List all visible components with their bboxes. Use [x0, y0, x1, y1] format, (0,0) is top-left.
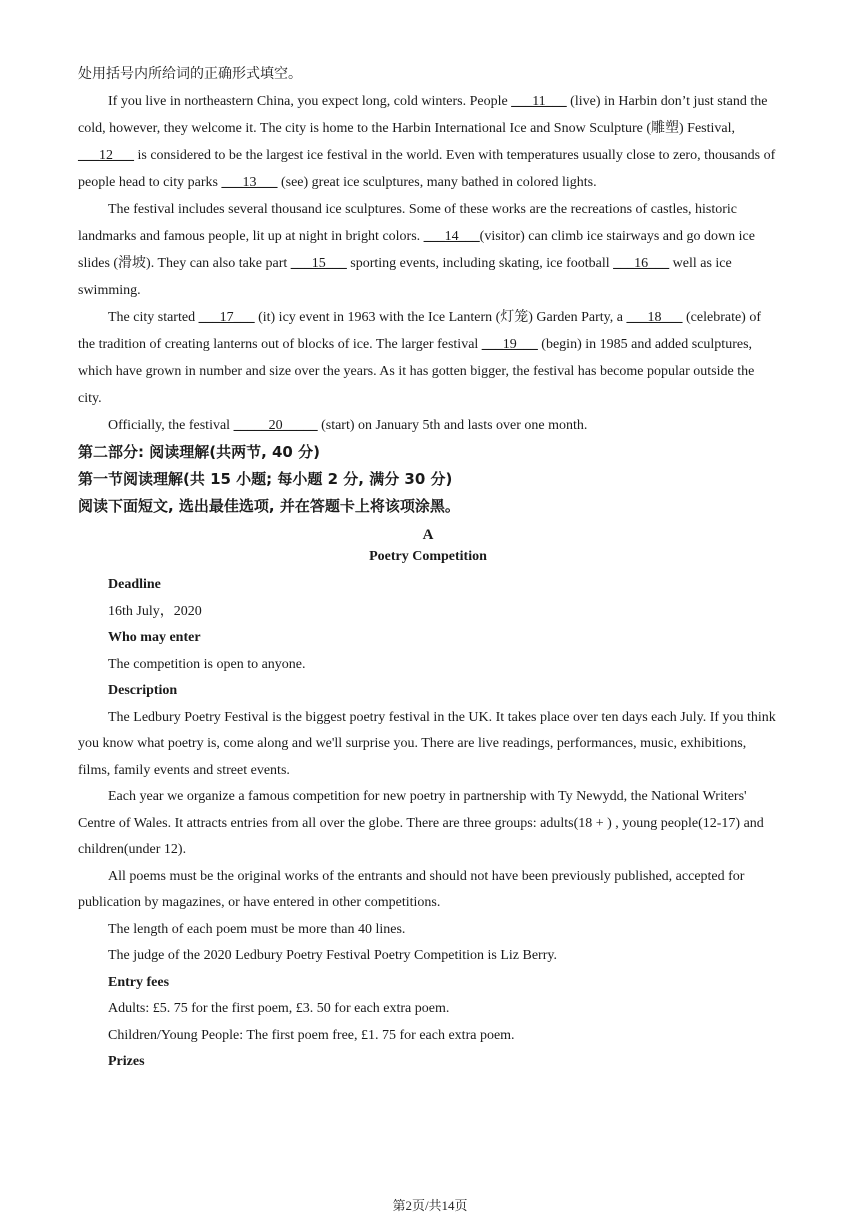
blank-11: ___11___: [511, 94, 567, 109]
part2-heading: 第二部分: 阅读理解(共两节, 40 分): [78, 443, 320, 461]
cloze-text: (it) icy event in 1963 with the Ice Lantern (灯笼) Garden Party, a: [254, 310, 627, 325]
description-paragraph-1: The Ledbury Poetry Festival is the biggest poetry festival in the UK. It takes place over ten days each July. If you think you know what poetry is, come along and we'll surprise you. There are live readings, performances, music, exhibitions, films, family events and street events.: [78, 709, 776, 778]
fees-label: Entry fees: [108, 974, 170, 990]
blank-16: ___16___: [613, 256, 670, 271]
description-paragraph-5: The judge of the 2020 Ledbury Poetry Festival Poetry Competition is Liz Berry.: [108, 948, 557, 963]
who-label: Who may enter: [108, 630, 201, 645]
who-value: The competition is open to anyone.: [108, 656, 306, 672]
cloze-paragraph-1: [78, 88, 778, 196]
deadline-value: 16th July，2020: [108, 603, 202, 619]
description-paragraph-2: Each year we organize a famous competition for new poetry in partnership with Ty Newydd, the National Writers' Centre of Wales. It attracts entries from all over the globe. There are three groups: adults(18 + ) , young people(12-17) and children(under 12).: [78, 789, 764, 857]
fees-adults: Adults: £5. 75 for the first poem, £3. 50 for each extra poem.: [108, 1001, 450, 1016]
cloze-text: (visitor) can climb ice stairways and go down ice slides (滑坡). They can also take part: [78, 229, 755, 271]
cloze-text: (celebrate) of the tradition of creating lanterns out of blocks of ice. The larger festival: [78, 310, 761, 352]
cloze-text: The festival includes several thousand ice sculptures. Some of these works are the recreations of castles, historic landmarks and famous people, lit up at night in bright colors.: [78, 202, 738, 244]
fees-children: Children/Young People: The first poem free, £1. 75 for each extra poem.: [108, 1027, 515, 1043]
cloze-text: If you live in northeastern China, you expect long, cold winters. People: [108, 94, 512, 109]
passage-title: Poetry Competition: [369, 549, 487, 564]
cloze-text: (see) great ice sculptures, many bathed in colored lights.: [277, 175, 597, 190]
passage-letter: A: [422, 527, 434, 543]
cloze-paragraph-3: [78, 304, 778, 412]
cloze-text: (begin) in 1985 and added sculptures, which have grown in number and size over the years. As it has gotten bigger, the festival has become popular outside the city.: [78, 337, 755, 406]
prizes-label: Prizes: [108, 1054, 145, 1069]
deadline-label: Deadline: [108, 577, 161, 592]
instruction-text: 处用括号内所给词的正确形式填空。: [78, 67, 302, 82]
blank-12: ___12___: [78, 148, 134, 163]
cloze-text: (live) in Harbin don’t just stand the cold, however, they welcome it. The city is home to the Harbin International Ice and Snow Sculpture (雕塑) Festival,: [78, 94, 768, 136]
description-label: Description: [108, 683, 178, 698]
page-number: 第2页/共14页: [392, 1198, 468, 1213]
cloze-text: (start) on January 5th and lasts over one month.: [317, 418, 588, 433]
blank-13: ___13___: [221, 175, 278, 190]
document-page: [78, 62, 778, 1076]
blank-20: _____20_____: [233, 418, 318, 433]
cloze-text: is considered to be the largest ice festival in the world. Even with temperatures usually close to zero, thousands of people head to city parks: [78, 148, 776, 190]
reading-instruction: 阅读下面短文, 选出最佳选项, 并在答题卡上将该项涂黑。: [78, 497, 460, 515]
blank-18: ___18___: [626, 310, 683, 325]
section1-heading: 第一节阅读理解(共 15 小题; 每小题 2 分, 满分 30 分): [78, 470, 453, 488]
cloze-text: sporting events, including skating, ice football: [346, 256, 614, 271]
blank-15: ___15___: [290, 256, 347, 271]
blank-14: ___14___: [423, 229, 480, 244]
blank-17: ___17___: [198, 310, 255, 325]
cloze-text: well as ice swimming.: [78, 256, 732, 298]
cloze-text: The city started: [108, 310, 199, 325]
description-paragraph-3: All poems must be the original works of the entrants and should not have been previously published, accepted for publication by magazines, or have entered in other competitions.: [78, 868, 745, 910]
blank-19: ___19___: [481, 337, 538, 352]
cloze-text: Officially, the festival: [108, 418, 234, 433]
description-paragraph-4: The length of each poem must be more than 40 lines.: [108, 921, 406, 937]
cloze-paragraph-4: [78, 412, 778, 439]
cloze-paragraph-2: [78, 196, 778, 304]
